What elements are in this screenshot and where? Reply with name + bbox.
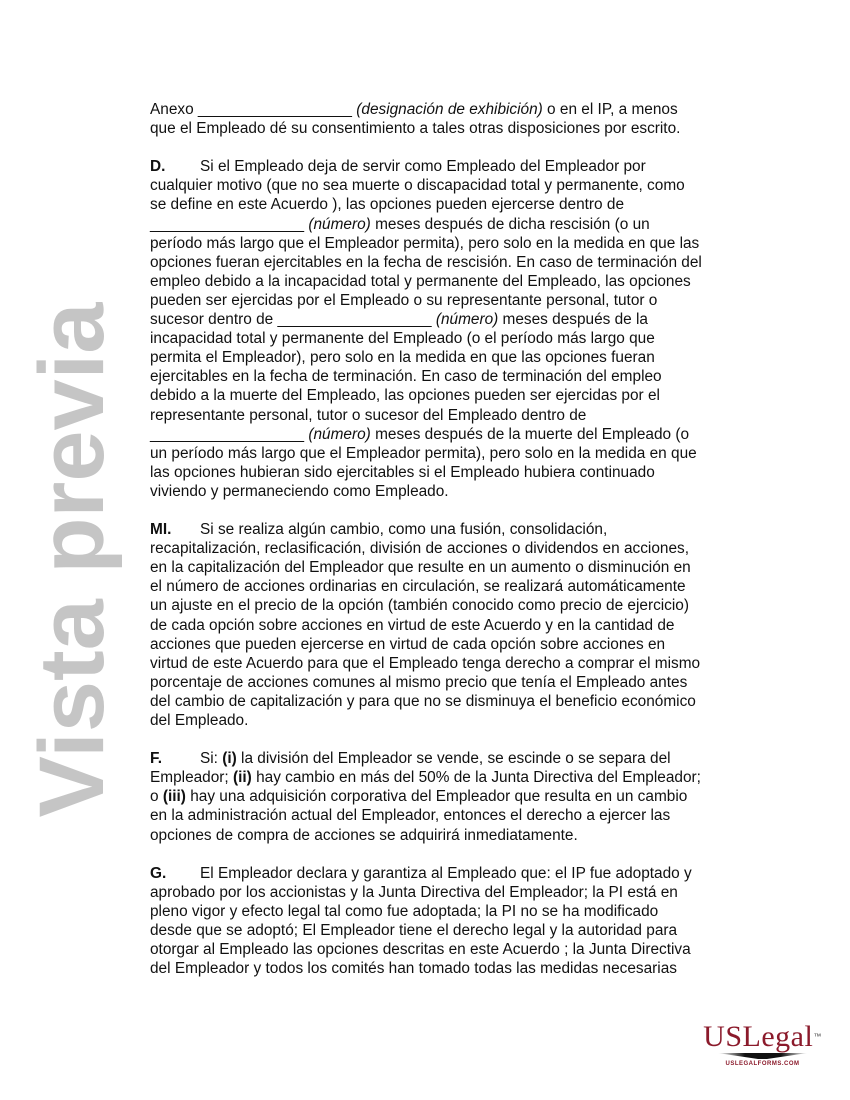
text-line [150,749,760,768]
text-line [150,444,760,463]
paragraph [150,157,760,501]
text-line [150,406,760,425]
text-segment: del Empleador y todos los comités han tomado todas las medidas necesarias [150,960,677,978]
text-segment: opciones de compra de acciones se adquirirá inmediatamente. [150,826,578,844]
text-line [150,329,760,348]
text-segment: incapacidad total y permanente del Empleado (o el período más largo que [150,330,655,348]
text-segment: virtud de este Acuerdo para que el Empleado tenga derecho a comprar el mismo [150,654,701,672]
text-segment: __________________ [150,425,309,443]
text-segment: hay cambio en más del 50% de la Junta Directiva del Empleador; [251,769,701,787]
section-label: F. [150,750,162,768]
text-segment: meses después de la muerte del Empleado (o [370,425,690,443]
text-line [150,692,760,711]
text-segment: __________________ [150,215,309,233]
italic-text: (número) [308,425,371,443]
eagle-icon [718,1053,808,1059]
logo-name [700,1022,825,1052]
text-line [150,272,760,291]
text-segment: meses después de la [498,311,648,329]
text-line [150,291,760,310]
text-segment: que el Empleado dé su consentimiento a tales otras disposiciones por escrito. [150,120,681,138]
text-line [150,673,760,692]
text-line [150,425,760,444]
text-segment: cualquier motivo (que no sea muerte o discapacidad total y permanente, como [150,177,685,195]
logo-url: USLEGALFORMS.COM [725,1061,800,1067]
preview-watermark: Vista previa [21,302,123,818]
text-segment: meses después de dicha rescisión (o un [370,215,650,233]
text-segment: El Empleador declara y garantiza al Empleado que: el IP fue adoptado y [200,864,692,882]
text-line [150,768,760,787]
paragraph [150,749,760,844]
text-segment: desde que se adoptó; El Empleador tiene el derecho legal y la autoridad para [150,922,678,940]
text-segment: porcentaje de acciones comunes al mismo precio que tenía el Empleado antes [150,673,688,691]
text-segment: del cambio de capitalización y para que no se disminuya el beneficio económico [150,692,696,710]
text-segment: empleo debido a la incapacidad total y permanente del Empleado, las opciones [150,272,691,290]
section-label: MI. [150,521,172,539]
text-segment: pueden ser ejercidas por el Empleado o su representante personal, tutor o [150,291,658,309]
text-line [150,921,760,940]
text-segment: aprobado por los accionistas y la Junta Directiva del Empleador; la PI está en [150,883,678,901]
text-segment: viviendo y permaneciendo como Empleado. [150,482,449,500]
text-segment: o en el IP, a menos [542,101,678,118]
text-line [150,119,760,138]
text-segment: pleno vigor y efecto legal tal como fue adoptada; la PI no se ha modificado [150,902,659,920]
text-line [150,616,760,635]
text-line [150,902,760,921]
paragraph [150,100,760,138]
text-line [150,711,760,730]
text-segment: Empleador; [150,769,233,787]
text-line [150,176,760,195]
text-segment: ejercitables en la fecha de terminación. En caso de terminación del empleo [150,368,662,386]
section-label: G. [150,864,167,882]
bold-text: (ii) [232,769,252,787]
text-line [150,864,760,883]
paragraph [150,520,760,730]
text-segment: Anexo __________________ [150,101,357,118]
text-line [150,157,760,176]
text-line [150,100,760,119]
text-segment: hay una adquisición corporativa del Empleador que resulta en un cambio [185,788,688,806]
text-segment: período más largo que el Empleador permita), pero solo en la medida en que las [150,234,700,252]
text-segment: representante personal, tutor o sucesor del Empleado dentro de [150,406,587,424]
italic-text: (número) [308,215,371,233]
text-line [150,310,760,329]
section-label: D. [150,158,166,176]
text-segment: recapitalización, reclasificación, división de acciones o dividendos en acciones, [150,540,689,558]
text-line [150,558,760,577]
text-line [150,940,760,959]
text-segment: en la capitalización del Empleador que resulte en un aumento o disminución en [150,559,691,577]
document-body [150,100,760,997]
text-line [150,883,760,902]
text-segment: debido a la muerte del Empleado, las opciones pueden ser ejercidas por el [150,387,660,405]
text-line [150,367,760,386]
text-line [150,253,760,272]
text-segment: Si: [200,750,223,768]
text-segment: permita el Empleador), pero solo en la medida en que las opciones fueran [150,349,655,367]
text-segment: un período más largo que el Empleador permita), pero solo en la medida en que [150,444,697,462]
text-line [150,826,760,845]
text-line [150,386,760,405]
text-segment: Si se realiza algún cambio, como una fusión, consolidación, [200,521,608,539]
italic-text: (designación de exhibición) [356,101,543,118]
text-line [150,195,760,214]
text-line [150,463,760,482]
text-line [150,959,760,978]
logo-name-text: USLegal [703,1020,814,1053]
bold-text: (i) [222,750,237,768]
text-line [150,635,760,654]
text-line [150,348,760,367]
text-segment: se define en este Acuerdo ), las opciones pueden ejercerse dentro de [150,196,625,214]
text-line [150,520,760,539]
text-line [150,539,760,558]
text-segment: Si el Empleado deja de servir como Empleado del Empleador por [200,158,646,176]
text-segment: sucesor dentro de __________________ [150,311,436,329]
text-segment: las opciones hubieran sido ejercitables si el Empleado hubiera continuado [150,463,655,481]
text-segment: opciones fueran ejercitables en la fecha de rescisión. En caso de terminación del [150,253,702,271]
text-segment: un ajuste en el precio de la opción (también conocido como precio de ejercicio) [150,597,689,615]
text-segment: en la administración actual del Empleador, entonces el derecho a ejercer las [150,807,671,825]
text-segment: otorgar al Empleado las opciones descritas en este Acuerdo ; la Junta Directiva [150,941,691,959]
text-line [150,787,760,806]
text-segment: acciones que pueden ejercerse en virtud de cada opción sobre acciones en [150,635,666,653]
text-line [150,482,760,501]
text-segment: la división del Empleador se vende, se escinde o se separa del [236,750,671,768]
text-line [150,215,760,234]
text-segment: o [150,788,163,806]
paragraph [150,864,760,979]
text-segment: el número de acciones ordinarias en circulación, se realizará automáticamente [150,578,686,596]
logo-trademark: ™ [813,1032,822,1041]
bold-text: (iii) [162,788,186,806]
uslegal-logo [700,1022,825,1067]
text-segment: de cada opción sobre acciones en virtud de este Acuerdo y en la cantidad de [150,616,675,634]
text-line [150,654,760,673]
text-segment: del Empleado. [150,712,249,729]
text-line [150,577,760,596]
text-line [150,596,760,615]
text-line [150,234,760,253]
italic-text: (número) [435,311,499,329]
text-line [150,806,760,825]
